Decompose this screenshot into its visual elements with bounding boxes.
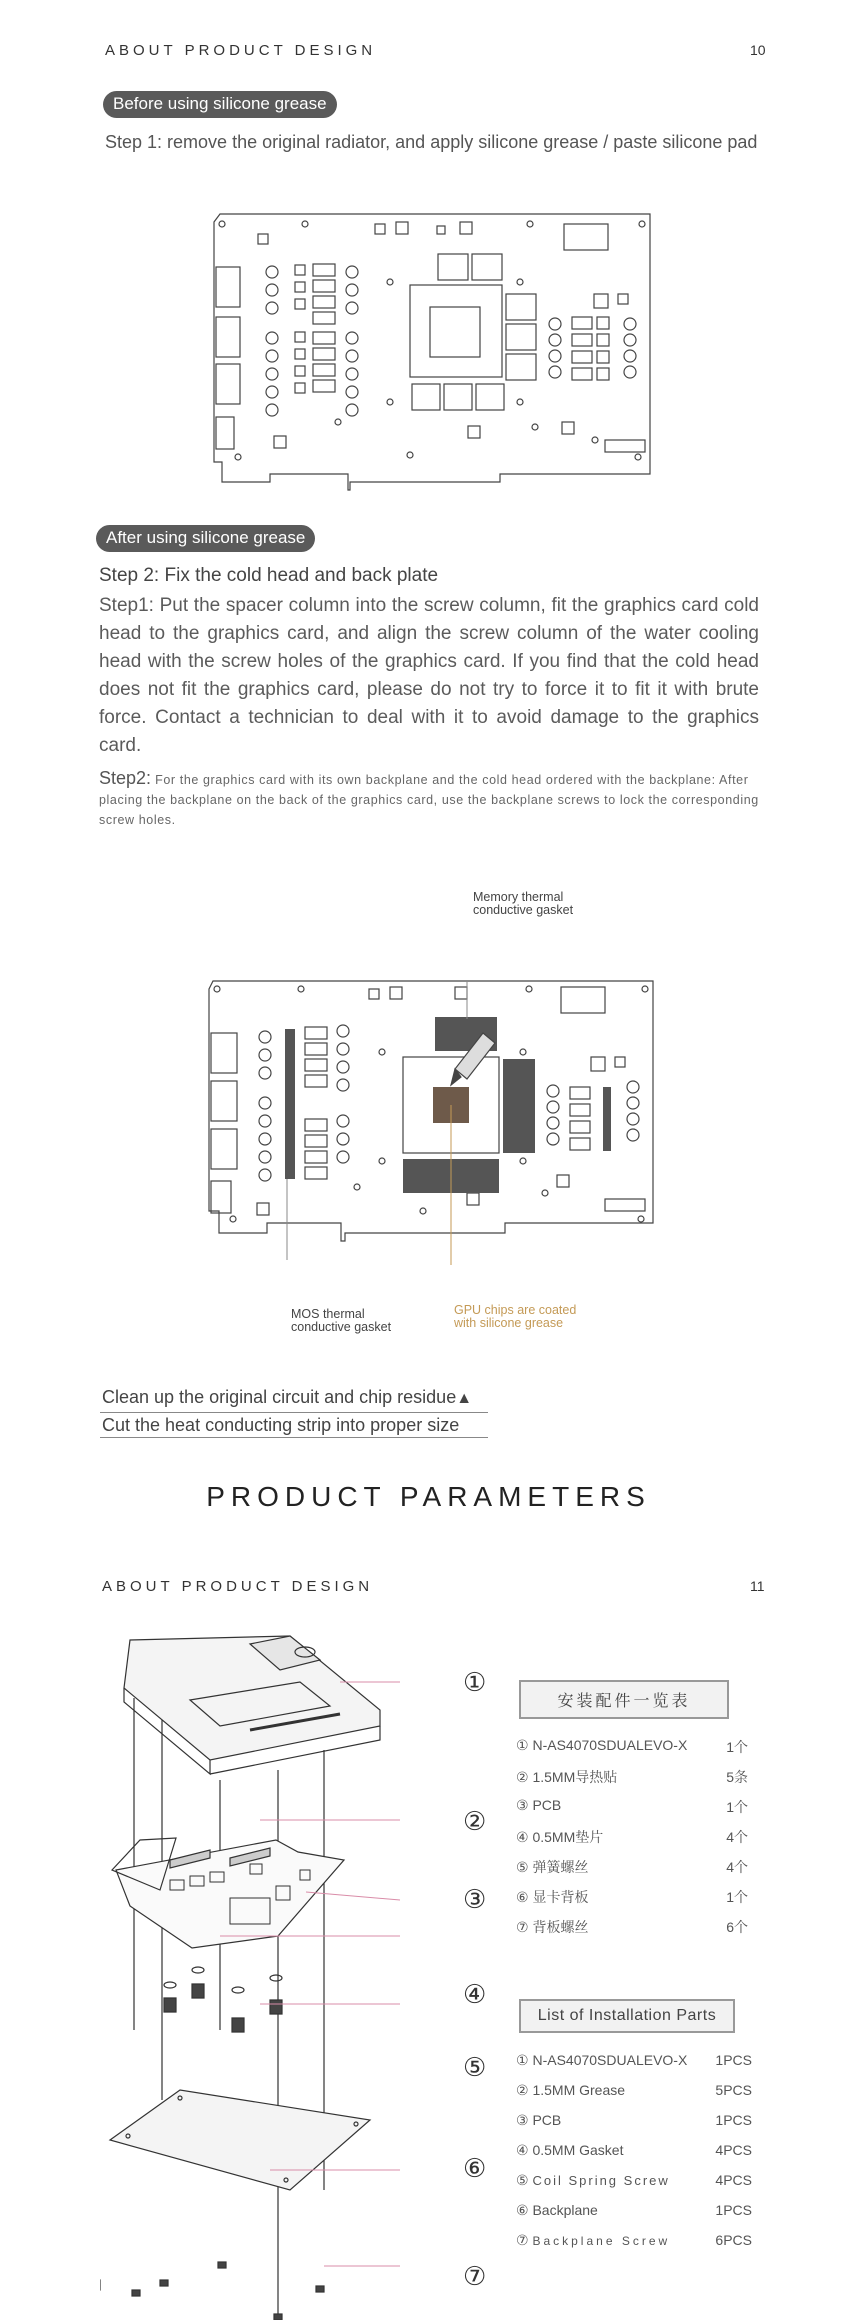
- step2-body: For the graphics card with its own backplane and the cold head ordered with the backplane: After placing the backplane on the back of the graphics card, use the backplane screws to lock the corresponding screw holes.: [99, 773, 759, 827]
- item-number: ⑦: [516, 2232, 529, 2248]
- item-qty: 4个: [726, 1829, 748, 1845]
- list-item: [516, 1857, 748, 1887]
- item-name: Backplane Screw: [532, 2234, 671, 2248]
- item-name: N-AS4070SDUALEVO-X: [532, 1737, 688, 1753]
- item-number: ③: [516, 1797, 529, 1813]
- item-qty: 4PCS: [715, 2172, 752, 2188]
- before-tag: Before using silicone grease: [103, 91, 337, 118]
- after-tag: After using silicone grease: [96, 525, 315, 552]
- item-number: ②: [516, 1769, 529, 1785]
- callout-memory-gasket: Memory thermal conductive gasket: [473, 890, 574, 917]
- step2-body-block: [99, 768, 759, 830]
- item-qty: 1PCS: [715, 2052, 752, 2068]
- item-name: 1.5MM导热贴: [532, 1769, 618, 1785]
- list-item: [516, 1827, 748, 1857]
- cut-divider: [100, 1437, 488, 1438]
- en-parts-list: [516, 2052, 752, 2262]
- item-name: 0.5MM Gasket: [532, 2142, 624, 2158]
- callout-number-3: ③: [463, 1884, 487, 1914]
- item-name: PCB: [532, 1797, 562, 1813]
- cleanup-divider: [100, 1412, 488, 1413]
- list-item: [516, 2112, 752, 2142]
- list-item: [516, 1797, 748, 1827]
- item-qty: 6个: [726, 1919, 748, 1935]
- callout-number-4: ④: [463, 1979, 487, 2009]
- list-item: [516, 2172, 752, 2202]
- callout-number-2: ②: [463, 1806, 487, 1836]
- item-qty: 4个: [726, 1859, 748, 1875]
- list-item: [516, 2202, 752, 2232]
- cn-parts-list: [516, 1737, 748, 1947]
- page11-header: ABOUT PRODUCT DESIGN: [102, 1578, 374, 1595]
- page10-number: 10: [750, 42, 766, 58]
- item-qty: 1PCS: [715, 2202, 752, 2218]
- item-qty: 1个: [726, 1889, 748, 1905]
- callout-gpu-grease: GPU chips are coated with silicone grease: [454, 1303, 577, 1330]
- item-number: ⑥: [516, 2202, 529, 2218]
- page10-header: ABOUT PRODUCT DESIGN: [105, 42, 377, 59]
- callout-number-6: ⑥: [463, 2153, 487, 2183]
- callout-mos-gasket: MOS thermal conductive gasket: [291, 1307, 392, 1334]
- list-item: [516, 1887, 748, 1917]
- item-number: ⑤: [516, 1859, 529, 1875]
- cleanup-line: [102, 1387, 472, 1408]
- item-qty: 1个: [726, 1799, 748, 1815]
- callout-number-7: ⑦: [463, 2261, 487, 2291]
- step2-title: Step 2: Fix the cold head and back plate: [99, 565, 439, 586]
- list-item: [516, 2052, 752, 2082]
- item-name: N-AS4070SDUALEVO-X: [532, 2052, 688, 2068]
- en-parts-title: List of Installation Parts: [519, 1999, 735, 2033]
- item-name: PCB: [532, 2112, 562, 2128]
- exploded-view-diagram: [100, 1630, 430, 2320]
- item-name: 背板螺丝: [532, 1919, 589, 1935]
- item-number: ④: [516, 1829, 529, 1845]
- item-number: ⑤: [516, 2172, 529, 2188]
- triangle-icon: ▲: [456, 1390, 473, 1407]
- item-number: ②: [516, 2082, 529, 2098]
- cleanup-text: Clean up the original circuit and chip residue: [102, 1387, 457, 1407]
- list-item: [516, 2082, 752, 2112]
- item-number: ④: [516, 2142, 529, 2158]
- cut-text: Cut the heat conducting strip into proper size: [102, 1415, 460, 1435]
- item-number: ③: [516, 2112, 529, 2128]
- page11-number: 11: [750, 1578, 765, 1594]
- item-number: ①: [516, 2052, 529, 2068]
- item-name: 弹簧螺丝: [532, 1859, 589, 1875]
- list-item: [516, 1917, 748, 1947]
- item-number: ⑦: [516, 1919, 529, 1935]
- step1-body: Step1: Put the spacer column into the screw column, fit the graphics card cold head to the graphics card, and align the screw column of the water cooling head with the screw holes of the graphics card. If you find that the cold head does not fit the graphics card, please do not try to force it to fit it with brute force. Contact a technician to deal with it to avoid damage to the graphics card.: [99, 595, 759, 756]
- item-qty: 6PCS: [715, 2232, 752, 2248]
- item-qty: 1PCS: [715, 2112, 752, 2128]
- list-item: [516, 2232, 752, 2262]
- item-number: ⑥: [516, 1889, 529, 1905]
- item-qty: 1个: [726, 1739, 748, 1755]
- item-qty: 5条: [726, 1769, 748, 1785]
- step2-label: Step2:: [99, 768, 152, 788]
- list-item: [516, 1767, 748, 1797]
- list-item: [516, 2142, 752, 2172]
- cn-parts-title: 安装配件一览表: [519, 1680, 729, 1719]
- item-name: 1.5MM Grease: [532, 2082, 626, 2098]
- item-qty: 4PCS: [715, 2142, 752, 2158]
- item-name: Coil Spring Screw: [532, 2173, 670, 2188]
- callout-number-1: ①: [463, 1667, 487, 1697]
- item-number: ①: [516, 1737, 529, 1753]
- item-name: Backplane: [532, 2202, 598, 2218]
- list-item: [516, 1737, 748, 1767]
- item-name: 显卡背板: [532, 1889, 589, 1905]
- item-name: 0.5MM垫片: [532, 1829, 604, 1845]
- graphics-card-board-with-pads-diagram: [205, 975, 665, 1265]
- section-title: PRODUCT PARAMETERS: [206, 1481, 651, 1512]
- item-qty: 5PCS: [715, 2082, 752, 2098]
- graphics-card-board-diagram: [210, 212, 660, 492]
- step1-title: Step 1: remove the original radiator, and apply silicone grease / paste silicone pad: [105, 132, 758, 152]
- callout-number-5: ⑤: [463, 2052, 487, 2082]
